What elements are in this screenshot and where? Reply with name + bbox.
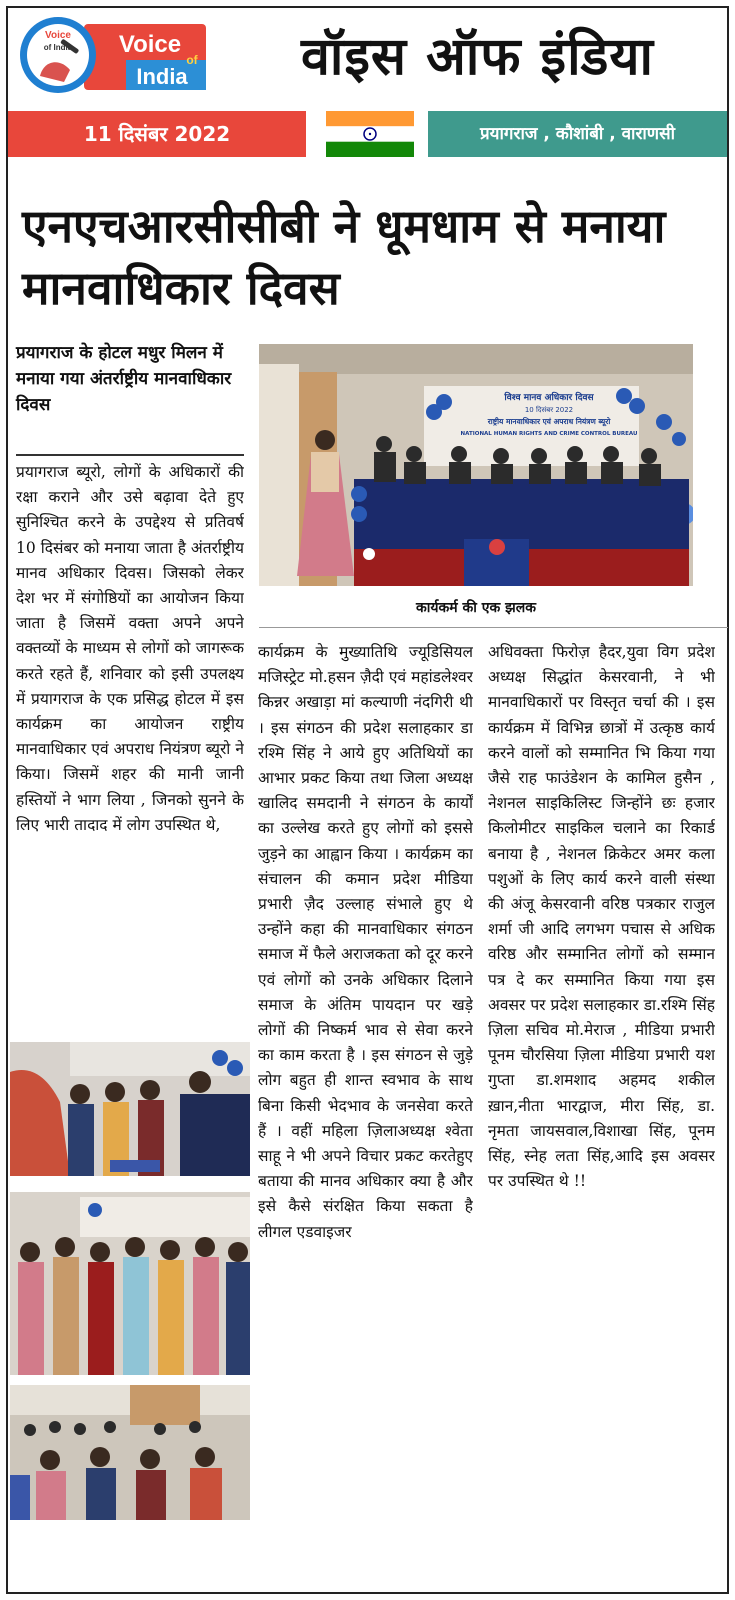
article-column-2: कार्यक्रम के मुख्यातिथि ज्यूडिसियल मजिस्ट्रेट मो.हसन ज़ैदी एवं महांडलेश्वर किन्नर अखाड़ा मां कल्याणी नंदगिरी थी । इस संगठन की प्रदेश सलाहकार डा रश्मि सिंह ने आये हुए अतिथियों का आभार प्रकट किया तथा जिला अध्यक्ष खालिद समदानी ने संगठन के कार्यों का उल्लेख करते हुए लोगों को इससे जुड़ने का आह्वान किया । कार्यक्रम का संचालन की कमान प्रदेश मीडिया प्रभारी ज़ैद उल्लाह संभाले हुए थे उन्होंने कहा की मानवाधिकार संगठन समाज में फैले अराजकता को दूर करने एवं लोगों को उनके अधिकार दिलाने समाज के अंतिम पायदान पर खड़े लोगों की निष्कर्म भाव से सेवा करने का काम करता है । इस संगठन से जुड़े लोग बहुत ही शान्त स्वभाव के साथ बिना किसी भेदभाव के जनसेवा करते हैं । वहीं महिला ज़िलाअध्यक्ष श्वेता साहू ने भी अपने विचार प्रकट करतेहुए बताया की मानव अधिकार क्या है और इसे कैसे संरक्षित किया सकता है लीगल एडवाइजर: [258, 643, 473, 1241]
dateline-band: [8, 111, 727, 157]
logo-brand-voice: Voice: [118, 31, 182, 58]
article-column-1: प्रयागराज ब्यूरो, लोगों के अधिकारों की रक्षा कराने और उसे बढ़ावा देते हुए सुनिश्चित करने के उपद्देश्य से प्रतिवर्ष 10 दिसंबर को मनाया जाता है अंतर्राष्ट्रीय मानव अधिकार दिवस। जिसको लेकर देश भर में संगोष्ठियों का आयोजन किया जाता है जिसमें वक्ता अपने अपने वक्तव्यों के माध्यम से लोगों को जागरूक करते रहते हैं, शनिवार को इसी उपलक्ष्य में प्रयागराज के एक प्रसिद्ध होटल में इस कार्यक्रम का आयोजन राष्ट्रीय मानवाधिकार एवं अपराध नियंत्रण ब्यूरो ने किया। जिसमें शहर की मानी जानी हस्तियों ने भाग लिया , जिनको सुनने के लिए भारी तादाद में लोग उपस्थित थे,: [16, 463, 244, 834]
banner-text-1: विश्व मानव अधिकार दिवस: [504, 393, 594, 403]
event-photo-group: [10, 1192, 250, 1375]
banner-text-2: 10 दिसंबर 2022: [524, 406, 574, 414]
event-photo-lamp-lighting: [10, 1042, 250, 1176]
caption-divider: [259, 627, 728, 628]
event-photo-audience: [10, 1385, 250, 1520]
article-column-3: अधिवक्ता फिरोज़ हैदर,युवा विग प्रदेश अध्यक्ष सिद्धांत केसरवानी, ने भी मानवाधिकारों पर विस्तृत चर्चा की । इस कार्यक्रम में विभिन्न छात्रों में उत्कृष्ठ कार्य करने वालों को सम्मानित भि किया गया जैसे राह फाउंडेशन के कामिल हुसैन , नेशनल साइकिलिस्ट जिन्होंने छः हजार किलोमीटर साइकिल चलाने का रिकार्ड बनाया है , नेशनल क्रिकेटर अमर कला पशुओं के लिए कार्य करने वाली संस्था की अंजू केसरवानी वरिष्ठ पत्रकार राजुल शर्मा जी आदि लगभग पचास से अधिक वरिष्ठ और सम्मानित लोगों को सम्मान पत्र दे कर सम्मानित किया गया इस अवसर पर प्रदेश सलाहकार डा.रश्मि सिंह ज़िला सचिव मो.मेराज , मीडिया प्रभारी पूनम चौरसिया ज़िला मीडिया प्रभारी यश गुप्ता डा.शमशाद अहमद शकील ख़ान,नीता भारद्वाज, मीरा सिंह, डा. नृमता जायसवाल,विशाखा सिंह, पूनम सिंह, स्नेह लता सिंह,आदि इस अवसर पर उपस्थित थे !!: [488, 643, 715, 1191]
subheadline-divider: [16, 454, 244, 456]
dateline-cities: प्रयागराज , कौशांबी , वाराणसी: [428, 111, 727, 157]
banner-text-3: राष्ट्रीय मानवाधिकार एवं अपराध नियंत्रण ब्यूरो: [487, 417, 611, 426]
logo-brand-india: India: [136, 64, 188, 89]
article-subheadline: प्रयागराज के होटल मधुर मिलन में मनाया गया अंतर्राष्ट्रीय मानवाधिकार दिवस: [16, 343, 232, 415]
event-photo-main: [259, 344, 693, 586]
masthead-title: वॉइस ऑफ इंडिया: [300, 27, 654, 87]
india-flag-icon: [326, 111, 414, 157]
voice-of-india-logo: [14, 14, 210, 96]
banner-text-4: NATIONAL HUMAN RIGHTS AND CRIME CONTROL BUREAU: [460, 431, 638, 437]
article-headline: एनएचआरसीसीबी ने धूमधाम से मनाया मानवाधिकार दिवस: [22, 199, 666, 315]
logo-text-of-india: of India: [43, 43, 73, 52]
photo-caption: कार्यकर्म की एक झलक: [416, 600, 536, 616]
logo-text-voice: Voice: [45, 30, 71, 41]
dateline-date: 11 दिसंबर 2022: [8, 111, 306, 157]
logo-brand-of: of: [186, 53, 198, 67]
